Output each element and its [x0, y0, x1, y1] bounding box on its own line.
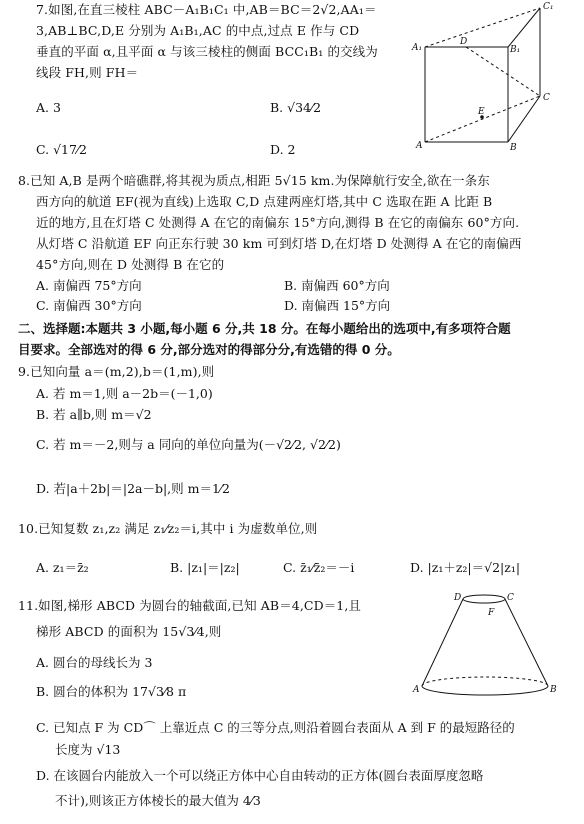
q11-option-c-line-2: 长度为 √13 [55, 742, 121, 757]
q9-option-b: B. 若 a∥b,则 m＝√2 [36, 407, 152, 422]
label-f: F [488, 608, 495, 618]
section-2-line-2: 目要求。全部选对的得 6 分,部分选对的得部分分,有选错的得 0 分。 [18, 342, 400, 357]
q11-option-b: B. 圆台的体积为 17√3⁄8 π [36, 684, 187, 699]
q8-line-1: 8.已知 A,B 是两个暗礁群,将其视为质点,相距 5√15 km.为保障航行安全,欲在一条东 [18, 173, 490, 188]
q7-option-d: D. 2 [270, 142, 296, 157]
q9-option-c: C. 若 m＝－2,则与 a 同向的单位向量为(－√2⁄2, √2⁄2) [36, 437, 341, 452]
q11-option-c-line-1: C. 已知点 F 为 CD⌒ 上靠近点 C 的三等分点,则沿着圆台表面从 A 到 F 的最短路径的 [36, 720, 515, 735]
q8-option-c: C. 南偏西 30°方向 [36, 298, 142, 313]
label-e: E [478, 107, 485, 117]
q7-line-4: 线段 FH,则 FH＝ [36, 65, 139, 80]
label-b1: B₁ [510, 45, 521, 55]
q8-line-3: 近的地方,且在灯塔 C 处测得 A 在它的南偏东 15°方向,测得 B 在它的南偏东 60°方向. [36, 215, 520, 230]
q8-line-5: 45°方向,则在 D 处测得 B 在它的 [36, 257, 225, 272]
q11-line-1: 11.如图,梯形 ABCD 为圆台的轴截面,已知 AB＝4,CD＝1,且 [18, 598, 362, 613]
frustum-figure [412, 588, 562, 700]
label-a1: A₁ [412, 43, 423, 53]
q7-option-b: B. √34⁄2 [270, 100, 322, 115]
q11-option-d-line-1: D. 在该圆台内能放入一个可以绕正方体中心自由转动的正方体(圆台表面厚度忽略 [36, 768, 484, 783]
q9-option-d: D. 若|a＋2b|＝|2a－b|,则 m＝1⁄2 [36, 481, 230, 496]
section-2-line-1: 二、选择题:本题共 3 小题,每小题 6 分,共 18 分。在每小题给出的选项中,有多项符合题 [18, 321, 511, 336]
q10-option-d: D. |z₁＋z₂|＝√2|z₁| [410, 560, 521, 575]
label-d: D [454, 593, 462, 603]
q8-option-d: D. 南偏西 15°方向 [284, 298, 391, 313]
q7-line-2: 3,AB⊥BC,D,E 分别为 A₁B₁,AC 的中点,过点 E 作与 CD [36, 23, 360, 38]
label-c1: C₁ [543, 2, 554, 12]
q7-line-1: 7.如图,在直三棱柱 ABC－A₁B₁C₁ 中,AB＝BC＝2√2,AA₁＝ [36, 2, 377, 17]
prism-figure [410, 0, 580, 160]
label-d: D [460, 37, 468, 47]
q11-line-2: 梯形 ABCD 的面积为 15√3⁄4,则 [36, 624, 222, 639]
q8-line-2: 西方向的航道 EF(视为直线)上选取 C,D 点建两座灯塔,其中 C 选取在距 A 比距 B [36, 194, 493, 209]
label-b: B [510, 143, 517, 153]
q10-option-a: A. z₁＝z̄₂ [36, 560, 89, 575]
q7-option-a: A. 3 [36, 100, 61, 115]
q7-line-3: 垂直的平面 α,且平面 α 与该三棱柱的侧面 BCC₁B₁ 的交线为 [36, 44, 378, 59]
q10-option-b: B. |z₁|＝|z₂| [170, 560, 240, 575]
label-c: C [543, 93, 550, 103]
q7-option-c: C. √17⁄2 [36, 142, 87, 157]
label-c: C [507, 593, 514, 603]
label-b: B [550, 685, 557, 695]
label-a: A [413, 685, 420, 695]
q10-option-c: C. z̄₁⁄z̄₂＝－i [283, 560, 355, 575]
q9-stem: 9.已知向量 a＝(m,2),b＝(1,m),则 [18, 364, 215, 379]
q9-option-a: A. 若 m＝1,则 a－2b＝(－1,0) [36, 386, 213, 401]
q11-option-a: A. 圆台的母线长为 3 [36, 655, 153, 670]
q11-option-d-line-2: 不计),则该正方体棱长的最大值为 4⁄3 [55, 793, 261, 808]
label-a: A [416, 141, 423, 151]
q8-option-a: A. 南偏西 75°方向 [36, 278, 142, 293]
q10-stem: 10.已知复数 z₁,z₂ 满足 z₁⁄z₂＝i,其中 i 为虚数单位,则 [18, 521, 318, 536]
q8-option-b: B. 南偏西 60°方向 [284, 278, 390, 293]
q8-line-4: 从灯塔 C 沿航道 EF 向正东行驶 30 km 可到灯塔 D,在灯塔 D 处测得 A 在它的南偏西 [36, 236, 522, 251]
